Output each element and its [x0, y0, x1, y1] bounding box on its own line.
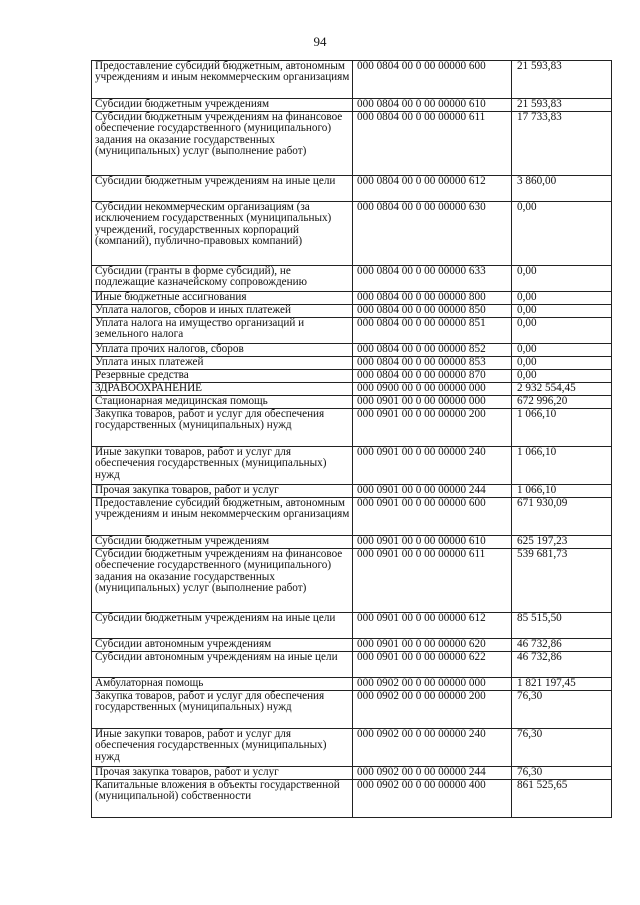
amount-cell: 46 732,86	[512, 652, 612, 678]
amount-cell: 76,30	[512, 729, 612, 767]
budget-code-cell: 000 0804 00 0 00 00000 612	[353, 176, 512, 202]
amount-cell: 2 932 554,45	[512, 383, 612, 396]
budget-code-cell: 000 0902 00 0 00 00000 200	[353, 691, 512, 729]
expense-name-cell: Уплата налогов, сборов и иных платежей	[92, 305, 353, 318]
budget-code-cell: 000 0901 00 0 00 00000 620	[353, 639, 512, 652]
table-row	[92, 357, 612, 370]
table-row	[92, 176, 612, 202]
expense-name-cell: Субсидии автономным учреждениям на иные цели	[92, 652, 353, 678]
budget-code-cell: 000 0804 00 0 00 00000 850	[353, 305, 512, 318]
expense-name-cell: Стационарная медицинская помощь	[92, 396, 353, 409]
expense-name-cell: Субсидии автономным учреждениям	[92, 639, 353, 652]
amount-cell: 539 681,73	[512, 549, 612, 613]
expense-name-cell: Уплата налога на имущество организаций и земельного налога	[92, 318, 353, 344]
amount-cell: 21 593,83	[512, 61, 612, 99]
budget-table-body	[92, 61, 612, 818]
table-row	[92, 383, 612, 396]
expense-name-cell: Закупка товаров, работ и услуг для обеспечения государственных (муниципальных) нужд	[92, 691, 353, 729]
budget-table	[91, 60, 612, 818]
amount-cell: 0,00	[512, 318, 612, 344]
table-row	[92, 396, 612, 409]
table-row	[92, 292, 612, 305]
amount-cell: 1 066,10	[512, 409, 612, 447]
amount-cell: 625 197,23	[512, 536, 612, 549]
budget-code-cell: 000 0902 00 0 00 00000 244	[353, 767, 512, 780]
table-row	[92, 447, 612, 485]
expense-name-cell: Прочая закупка товаров, работ и услуг	[92, 767, 353, 780]
table-row	[92, 202, 612, 266]
budget-code-cell: 000 0804 00 0 00 00000 630	[353, 202, 512, 266]
amount-cell: 672 996,20	[512, 396, 612, 409]
amount-cell: 3 860,00	[512, 176, 612, 202]
budget-code-cell: 000 0804 00 0 00 00000 610	[353, 99, 512, 112]
table-row	[92, 318, 612, 344]
table-row	[92, 370, 612, 383]
budget-code-cell: 000 0901 00 0 00 00000 610	[353, 536, 512, 549]
budget-code-cell: 000 0902 00 0 00 00000 000	[353, 678, 512, 691]
table-row	[92, 639, 612, 652]
amount-cell: 861 525,65	[512, 780, 612, 818]
amount-cell: 76,30	[512, 767, 612, 780]
budget-code-cell: 000 0901 00 0 00 00000 622	[353, 652, 512, 678]
table-row	[92, 536, 612, 549]
table-row	[92, 266, 612, 292]
expense-name-cell: Иные бюджетные ассигнования	[92, 292, 353, 305]
budget-code-cell: 000 0900 00 0 00 00000 000	[353, 383, 512, 396]
expense-name-cell: Уплата прочих налогов, сборов	[92, 344, 353, 357]
amount-cell: 21 593,83	[512, 99, 612, 112]
budget-code-cell: 000 0804 00 0 00 00000 633	[353, 266, 512, 292]
amount-cell: 0,00	[512, 292, 612, 305]
expense-name-cell: Субсидии бюджетным учреждениям	[92, 536, 353, 549]
table-row	[92, 498, 612, 536]
budget-code-cell: 000 0804 00 0 00 00000 870	[353, 370, 512, 383]
expense-name-cell: Субсидии бюджетным учреждениям на иные цели	[92, 613, 353, 639]
table-row	[92, 344, 612, 357]
table-row	[92, 549, 612, 613]
expense-name-cell: Субсидии бюджетным учреждениям на финансовое обеспечение государственного (муниципального) задания на оказание государственных (муниципальных) услуг (выполнение работ)	[92, 549, 353, 613]
table-row	[92, 678, 612, 691]
budget-code-cell: 000 0902 00 0 00 00000 240	[353, 729, 512, 767]
budget-code-cell: 000 0901 00 0 00 00000 000	[353, 396, 512, 409]
expense-name-cell: Предоставление субсидий бюджетным, автономным учреждениям и иным некоммерческим организациям	[92, 498, 353, 536]
expense-name-cell: ЗДРАВООХРАНЕНИЕ	[92, 383, 353, 396]
table-row	[92, 652, 612, 678]
budget-code-cell: 000 0902 00 0 00 00000 400	[353, 780, 512, 818]
table-row	[92, 99, 612, 112]
table-row	[92, 780, 612, 818]
table-row	[92, 305, 612, 318]
budget-code-cell: 000 0901 00 0 00 00000 612	[353, 613, 512, 639]
expense-name-cell: Резервные средства	[92, 370, 353, 383]
amount-cell: 1 066,10	[512, 447, 612, 485]
budget-code-cell: 000 0804 00 0 00 00000 800	[353, 292, 512, 305]
amount-cell: 46 732,86	[512, 639, 612, 652]
amount-cell: 0,00	[512, 357, 612, 370]
amount-cell: 0,00	[512, 370, 612, 383]
expense-name-cell: Субсидии бюджетным учреждениям на иные цели	[92, 176, 353, 202]
amount-cell: 17 733,83	[512, 112, 612, 176]
expense-name-cell: Иные закупки товаров, работ и услуг для обеспечения государственных (муниципальных) нужд	[92, 447, 353, 485]
budget-code-cell: 000 0804 00 0 00 00000 853	[353, 357, 512, 370]
amount-cell: 85 515,50	[512, 613, 612, 639]
amount-cell: 76,30	[512, 691, 612, 729]
page-number: 94	[313, 34, 327, 49]
amount-cell: 1 066,10	[512, 485, 612, 498]
table-row	[92, 485, 612, 498]
budget-code-cell: 000 0901 00 0 00 00000 611	[353, 549, 512, 613]
amount-cell: 0,00	[512, 305, 612, 318]
expense-name-cell: Иные закупки товаров, работ и услуг для обеспечения государственных (муниципальных) нужд	[92, 729, 353, 767]
amount-cell: 0,00	[512, 344, 612, 357]
expense-name-cell: Субсидии бюджетным учреждениям на финансовое обеспечение государственного (муниципального) задания на оказание государственных (муниципальных) услуг (выполнение работ)	[92, 112, 353, 176]
amount-cell: 1 821 197,45	[512, 678, 612, 691]
table-row	[92, 112, 612, 176]
table-row	[92, 729, 612, 767]
expense-name-cell: Уплата иных платежей	[92, 357, 353, 370]
budget-code-cell: 000 0804 00 0 00 00000 852	[353, 344, 512, 357]
amount-cell: 0,00	[512, 266, 612, 292]
expense-name-cell: Амбулаторная помощь	[92, 678, 353, 691]
expense-name-cell: Капитальные вложения в объекты государственной (муниципальной) собственности	[92, 780, 353, 818]
expense-name-cell: Предоставление субсидий бюджетным, автономным учреждениям и иным некоммерческим организациям	[92, 61, 353, 99]
table-row	[92, 409, 612, 447]
table-row	[92, 61, 612, 99]
expense-name-cell: Субсидии некоммерческим организациям (за исключением государственных (муниципальных) учреждений, государственных корпораций (компаний), публично-правовых компаний)	[92, 202, 353, 266]
expense-name-cell: Субсидии (гранты в форме субсидий), не подлежащие казначейскому сопровождению	[92, 266, 353, 292]
table-row	[92, 613, 612, 639]
budget-code-cell: 000 0804 00 0 00 00000 611	[353, 112, 512, 176]
table-row	[92, 767, 612, 780]
budget-code-cell: 000 0804 00 0 00 00000 851	[353, 318, 512, 344]
budget-code-cell: 000 0901 00 0 00 00000 240	[353, 447, 512, 485]
amount-cell: 0,00	[512, 202, 612, 266]
table-row	[92, 691, 612, 729]
expense-name-cell: Закупка товаров, работ и услуг для обеспечения государственных (муниципальных) нужд	[92, 409, 353, 447]
expense-name-cell: Прочая закупка товаров, работ и услуг	[92, 485, 353, 498]
amount-cell: 671 930,09	[512, 498, 612, 536]
budget-code-cell: 000 0901 00 0 00 00000 600	[353, 498, 512, 536]
budget-code-cell: 000 0901 00 0 00 00000 200	[353, 409, 512, 447]
expense-name-cell: Субсидии бюджетным учреждениям	[92, 99, 353, 112]
budget-code-cell: 000 0901 00 0 00 00000 244	[353, 485, 512, 498]
budget-code-cell: 000 0804 00 0 00 00000 600	[353, 61, 512, 99]
